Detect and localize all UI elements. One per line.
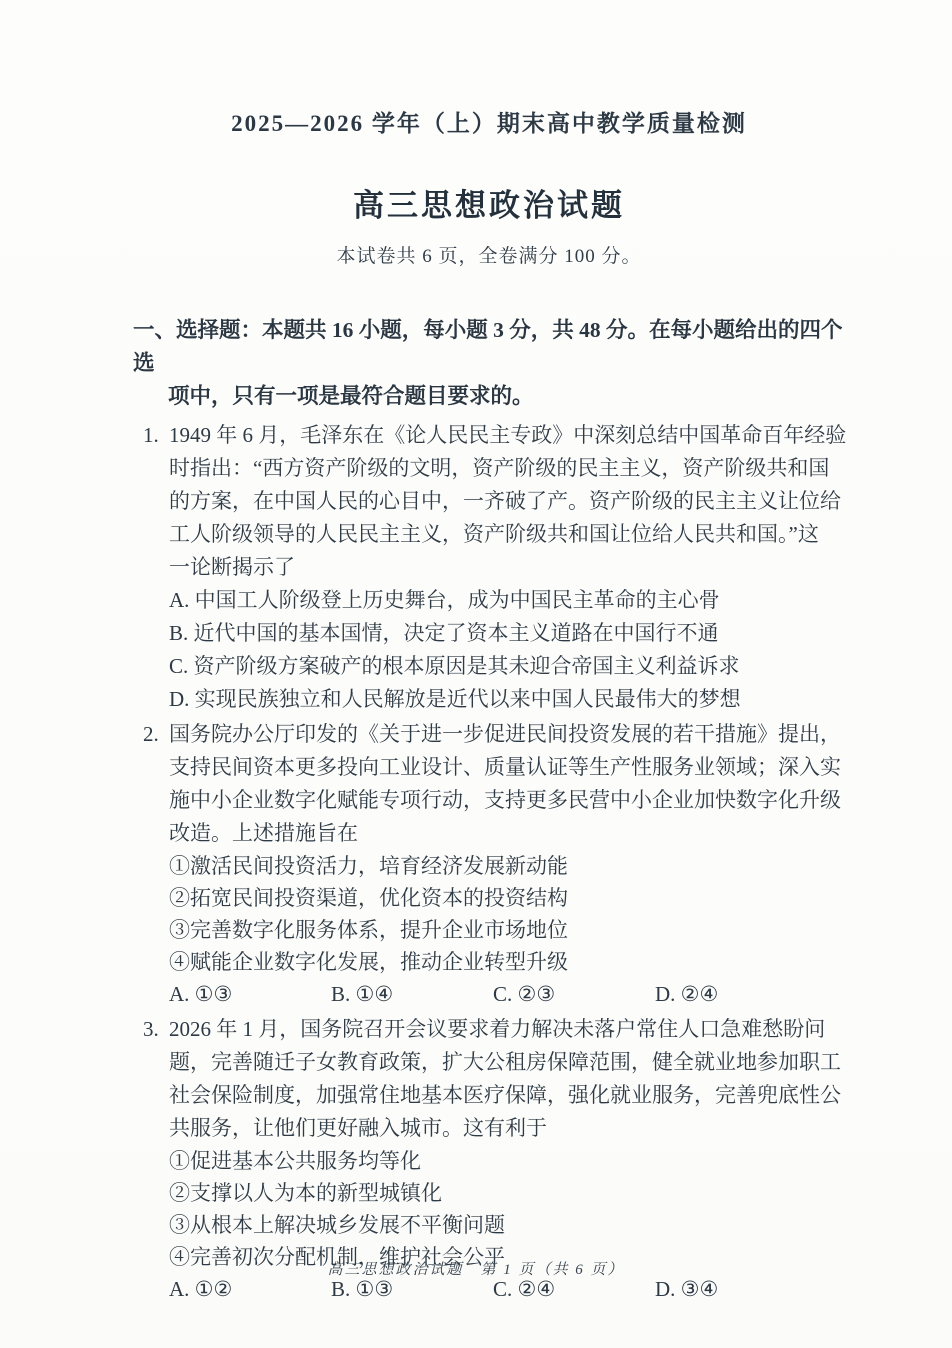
statement-2: ②支撑以人为本的新型城镇化 [169, 1181, 442, 1205]
question-number: 3. [143, 1017, 159, 1041]
statement-3: ③完善数字化服务体系，提升企业市场地位 [169, 918, 568, 942]
choices-row [169, 978, 845, 1011]
choice-b: B. ①③ [331, 1277, 394, 1301]
question-stem-line: 国务院办公厅印发的《关于进一步促进民间投资发展的若干措施》提出， [169, 722, 841, 746]
statement-3: ③从根本上解决城乡发展不平衡问题 [169, 1213, 505, 1237]
question-stem-line: 的方案，在中国人民的心目中，一齐破了产。资产阶级的民主主义让位给 [169, 489, 841, 513]
section-heading [133, 314, 845, 413]
question-number: 2. [143, 722, 159, 746]
question-stem-line: 2026 年 1 月，国务院召开会议要求着力解决未落户常住人口急难愁盼问 [169, 1017, 826, 1041]
choice-b: B. ①④ [331, 982, 394, 1006]
question-number: 1. [143, 423, 159, 447]
page-title: 高三思想政治试题 [353, 188, 625, 223]
statement-4: ④完善初次分配机制，维护社会公平 [169, 1245, 505, 1269]
option-c: C. 资产阶级方案破产的根本原因是其未迎合帝国主义利益诉求 [169, 654, 740, 678]
statement-4: ④赋能企业数字化发展，推动企业转型升级 [169, 950, 568, 974]
statement-1: ①激活民间投资活力，培育经济发展新动能 [169, 854, 568, 878]
question-stem-line: 一论断揭示了 [169, 555, 295, 579]
page-footer: 高三思想政治试题 第 1 页（共 6 页） [327, 1262, 625, 1278]
choice-a: A. ①② [169, 1277, 233, 1301]
choice-c: C. ②④ [493, 1277, 556, 1301]
question-2 [133, 718, 845, 1011]
question-stem-line: 社会保险制度，加强常住地基本医疗保障，强化就业服务，完善兜底性公 [169, 1083, 841, 1107]
statement-1: ①促进基本公共服务均等化 [169, 1149, 421, 1173]
question-stem-line: 施中小企业数字化赋能专项行动，支持更多民营中小企业加快数字化升级 [169, 788, 841, 812]
section-heading-line: 一、选择题：本题共 16 小题，每小题 3 分，共 48 分。在每小题给出的四个选 [133, 318, 843, 375]
option-d: D. 实现民族独立和人民解放是近代以来中国人民最伟大的梦想 [169, 687, 741, 711]
exam-session-line: 2025—2026 学年（上）期末高中教学质量检测 [231, 111, 747, 136]
option-a: A. 中国工人阶级登上历史舞台，成为中国民主革命的主心骨 [169, 588, 720, 612]
question-stem-line: 共服务，让他们更好融入城市。这有利于 [169, 1116, 547, 1140]
choice-c: C. ②③ [493, 982, 556, 1006]
question-stem-line: 时指出：“西方资产阶级的文明，资产阶级的民主主义，资产阶级共和国 [169, 456, 830, 480]
question-stem-line: 工人阶级领导的人民民主主义，资产阶级共和国让位给人民共和国。”这 [169, 522, 819, 546]
question-stem-line: 题，完善随迁子女教育政策，扩大公租房保障范围，健全就业地参加职工 [169, 1050, 841, 1074]
choice-d: D. ③④ [655, 1277, 719, 1301]
choice-a: A. ①③ [169, 982, 233, 1006]
question-stem-line: 改造。上述措施旨在 [169, 821, 358, 845]
statement-2: ②拓宽民间投资渠道，优化资本的投资结构 [169, 886, 568, 910]
question-1 [133, 419, 845, 716]
question-stem-line: 1949 年 6 月，毛泽东在《论人民民主专政》中深刻总结中国革命百年经验 [169, 423, 847, 447]
section-heading-line: 项中，只有一项是最符合题目要求的。 [168, 384, 534, 408]
choice-d: D. ②④ [655, 982, 719, 1006]
exam-subtitle: 本试卷共 6 页，全卷满分 100 分。 [336, 246, 642, 267]
option-b: B. 近代中国的基本国情，决定了资本主义道路在中国行不通 [169, 621, 719, 645]
question-stem-line: 支持民间资本更多投向工业设计、质量认证等生产性服务业领域；深入实 [169, 755, 841, 779]
